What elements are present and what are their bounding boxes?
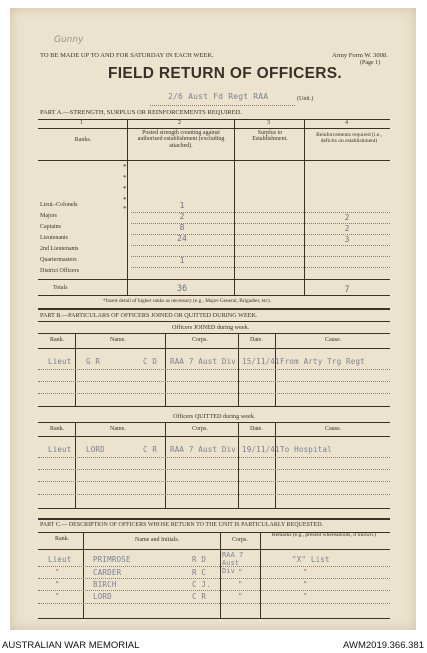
joined-name: G R <box>86 357 101 366</box>
quitted-col-date: Date. <box>250 426 263 432</box>
asterisk: * <box>123 196 127 204</box>
joined-row-rule <box>38 369 390 370</box>
part-c-initials: C R <box>192 592 207 601</box>
posted-value: 8 <box>179 223 185 232</box>
quitted-row-rule <box>38 494 390 495</box>
part-c-row-rule <box>38 590 390 591</box>
joined-row-rule <box>38 393 390 394</box>
rank-label: Quartermasters <box>40 257 77 263</box>
joined-initials: C D <box>143 357 158 366</box>
quitted-col-corps: Corps. <box>192 426 208 432</box>
joined-date: 15/11/41 <box>242 357 280 366</box>
pencil-mark: Gunny <box>54 35 84 45</box>
joined-bottom-rule <box>38 406 390 407</box>
unit-line <box>150 105 295 106</box>
col-number-1: 1 <box>80 120 83 126</box>
reinf-value: 3 <box>344 235 350 244</box>
part-a-title: PART A.—STRENGTH, SURPLUS OR REINFORCEMENTS REQUIRED. <box>40 109 242 116</box>
joined-corps: RAA 7 Aust Div <box>170 357 237 366</box>
part-c-initials: R C <box>192 568 207 577</box>
part-c-corps: " <box>238 592 243 601</box>
part-c-corps: " <box>238 568 243 577</box>
rank-label: District Officers <box>40 268 80 274</box>
quitted-cause: To Hospital <box>280 445 332 454</box>
joined-header-top-rule <box>38 333 390 334</box>
reinf-value: 2 <box>344 213 350 222</box>
quitted-col-div <box>165 422 166 508</box>
quitted-row-rule <box>38 469 390 470</box>
part-a-totals-rule <box>38 279 390 280</box>
part-c-name: PRIMROSE <box>93 555 131 564</box>
part-c-col-name: Name and Initials. <box>135 537 180 543</box>
quitted-col-rank: Rank. <box>50 426 65 432</box>
header-note: TO BE MADE UP TO AND FOR SATURDAY IN EACH WEEK. <box>40 52 214 59</box>
col-number-3: 3 <box>267 120 270 126</box>
part-c-col-div <box>260 532 261 618</box>
quitted-row-rule <box>38 457 390 458</box>
part-c-col-div <box>220 532 221 618</box>
rank-label: Captains <box>40 224 61 230</box>
reinf-value: 2 <box>344 224 350 233</box>
col-number-4: 4 <box>345 120 348 126</box>
part-c-corps: " <box>238 580 243 589</box>
joined-header-rule <box>38 348 390 349</box>
part-c-col-corps: Corps. <box>232 537 248 543</box>
part-c-top-rule <box>38 518 390 520</box>
posted-value: 2 <box>179 212 185 221</box>
rank-label: 2nd Lieutenants <box>40 246 79 252</box>
col-header-reinforcements: Reinforcements required (i.e., deficits on establishment) <box>316 132 382 144</box>
quitted-initials: C R <box>143 445 158 454</box>
row-rule <box>131 245 390 246</box>
quitted-row-rule <box>38 481 390 482</box>
col-header-posted: Posted strength counting against authorised establishment (excluding attached). <box>137 130 225 149</box>
asterisk: * <box>123 163 127 171</box>
part-c-row-rule <box>38 603 390 604</box>
col-number-2: 2 <box>178 120 181 126</box>
part-c-bottom-rule <box>38 618 390 619</box>
rank-label: Lieut.-Colonels <box>40 202 78 208</box>
quitted-col-div <box>238 422 239 508</box>
part-a-col-div-3 <box>304 119 305 295</box>
col-header-surplus: Surplus to Establishment. <box>252 130 288 143</box>
col-header-ranks: Ranks. <box>74 137 92 143</box>
joined-title: Officers JOINED during week. <box>172 324 250 331</box>
part-c-corps: RAA 7 Aust Div <box>222 551 244 575</box>
part-c-title: PART C.— DESCRIPTION OF OFFICERS WHOSE RETURN TO THE UNIT IS PARTICULARLY REQUESTED. <box>40 522 324 528</box>
joined-col-cause: Cause. <box>325 337 342 343</box>
joined-title-rule <box>38 321 390 322</box>
asterisk: * <box>123 174 127 182</box>
part-b-top-rule <box>38 308 390 310</box>
part-c-row-rule <box>38 566 390 567</box>
quitted-header-rule <box>38 436 390 437</box>
part-c-col-div <box>83 532 84 618</box>
part-c-remarks: " <box>303 580 308 589</box>
quitted-bottom-rule <box>38 508 390 509</box>
part-c-col-remarks: Remarks (e.g., present whereabouts, if known.) <box>271 532 377 538</box>
part-c-rank: " <box>55 568 60 577</box>
unit-value: 2/6 Aust Fd Regt RAA <box>168 92 269 101</box>
joined-col-corps: Corps. <box>192 337 208 343</box>
caption-bar <box>0 639 427 653</box>
quitted-rank: Lieut <box>48 445 72 454</box>
part-c-row-rule <box>38 578 390 579</box>
part-c-remarks: "X" List <box>292 555 330 564</box>
posted-value: 24 <box>177 234 187 243</box>
part-c-rank: " <box>55 592 60 601</box>
quitted-col-div <box>75 422 76 508</box>
form-document <box>10 8 416 630</box>
part-a-header-rule <box>38 160 390 161</box>
quitted-col-name: Name. <box>110 426 126 432</box>
quitted-corps: RAA 7 Aust Div <box>170 445 237 454</box>
unit-label: (Unit.) <box>297 96 314 102</box>
footer-accession-number: AWM2019.366.381 <box>343 640 424 651</box>
joined-rank: Lieut <box>48 357 72 366</box>
part-c-name: LORD <box>93 592 112 601</box>
part-c-name: CARDER <box>93 568 122 577</box>
asterisk: * <box>123 185 127 193</box>
part-a-col-div-2 <box>234 119 235 295</box>
form-number: Army Form W. 3008. <box>332 52 388 59</box>
part-c-initials: R D <box>192 555 207 564</box>
quitted-title: Officers QUITTED during week. <box>173 413 256 420</box>
joined-row-rule <box>38 381 390 382</box>
part-c-remarks: " <box>303 592 308 601</box>
part-a-footnote: *Insert detail of higher ranks as necessary (e.g., Major-General, Brigadier, etc). <box>103 298 271 304</box>
quitted-name: LORD <box>86 445 105 454</box>
form-title: FIELD RETURN OF OFFICERS. <box>108 65 342 82</box>
part-c-name: BIRCH <box>93 580 117 589</box>
part-c-rank: " <box>55 580 60 589</box>
totals-label: Totals <box>53 285 68 291</box>
page-label: (Page 1) <box>360 60 381 66</box>
joined-col-name: Name. <box>110 337 126 343</box>
part-a-top-rule <box>38 119 390 120</box>
part-a-num-rule <box>38 128 390 129</box>
totals-posted: 36 <box>176 284 188 294</box>
rank-label: Majors <box>40 213 57 219</box>
part-a-col-div-1 <box>127 119 128 295</box>
part-c-remarks: " <box>303 568 308 577</box>
quitted-header-top-rule <box>38 422 390 423</box>
part-b-title: PART B.—PARTICULARS OF OFFICERS JOINED OR QUITTED DURING WEEK. <box>40 312 258 319</box>
quitted-col-cause: Cause. <box>325 426 342 432</box>
quitted-date: 19/11/41 <box>242 445 280 454</box>
part-c-initials: C J. <box>192 580 211 589</box>
part-a-bottom-rule <box>38 295 390 296</box>
asterisk: * <box>123 205 127 213</box>
rank-label: Lieutenants <box>40 235 68 241</box>
part-c-rank: Lieut <box>48 555 72 564</box>
footer-credit: AUSTRALIAN WAR MEMORIAL <box>2 640 140 651</box>
posted-value: 1 <box>179 256 185 265</box>
part-c-header-rule <box>38 549 390 550</box>
joined-col-date: Date. <box>250 337 263 343</box>
totals-reinf: 7 <box>344 285 350 295</box>
posted-value: 1 <box>179 201 185 210</box>
quitted-col-div <box>275 422 276 508</box>
row-rule <box>131 256 390 257</box>
row-rule <box>131 267 390 268</box>
joined-col-rank: Rank. <box>50 337 65 343</box>
joined-cause: From Arty Trg Regt <box>280 357 365 366</box>
part-c-col-rank: Rank. <box>55 536 70 542</box>
